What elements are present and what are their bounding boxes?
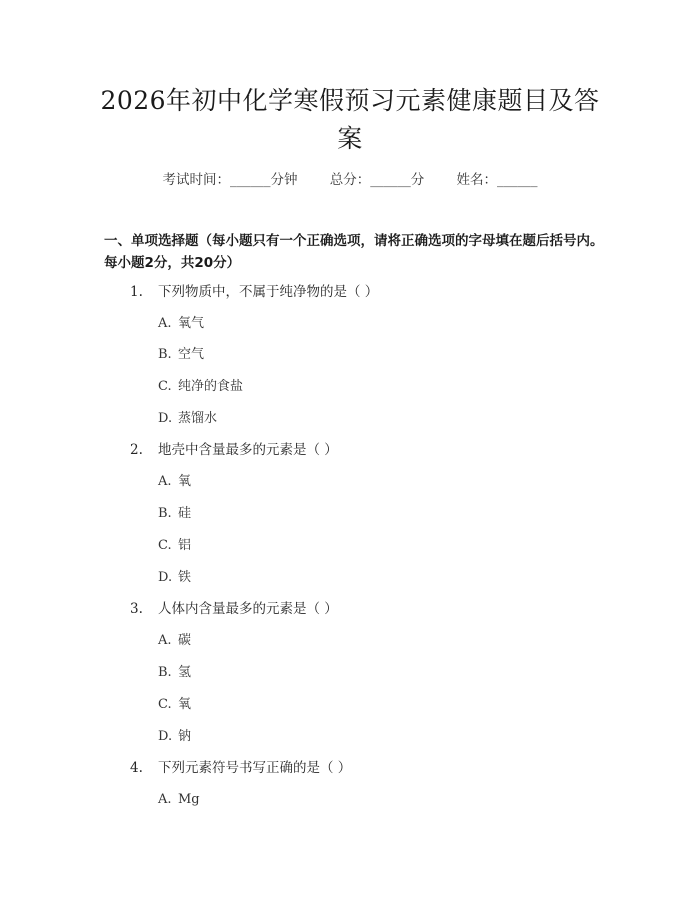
option-letter: D. [158,729,173,744]
question-2-option-c [158,537,191,555]
question-2-option-b [158,505,191,523]
total-score-field: 总分：______分 [329,172,425,188]
option-letter: D. [158,411,173,426]
question-2-option-a [158,473,191,491]
option-letter: C. [158,379,172,394]
question-3-option-c [158,696,191,714]
question-4-option-a [158,791,200,809]
question-4 [130,759,351,777]
option-letter: B. [158,347,172,362]
option-letter: C. [158,538,172,553]
question-text: 下列物质中，不属于纯净物的是（ ） [158,284,379,300]
question-number: 2. [130,442,143,458]
section-title: 一、单项选择题（每小题只有一个正确选项，请将正确选项的字母填在题后括号内。每小题2分，共20分） [104,233,604,271]
option-text: Mg [178,792,200,807]
question-number: 3. [130,601,143,617]
student-name-field: 姓名：______ [456,172,538,188]
document-title: 2026年初中化学寒假预习元素健康题目及答案 [100,86,600,153]
option-letter: C. [158,697,172,712]
option-text: 铁 [178,570,192,585]
question-1-option-d [158,410,217,428]
option-text: 纯净的食盐 [178,379,244,394]
question-1 [130,283,378,301]
question-1-option-c [158,378,243,396]
question-number: 1. [130,284,143,300]
option-letter: D. [158,570,173,585]
option-text: 铝 [178,538,192,553]
option-text: 氢 [178,665,192,680]
option-letter: B. [158,506,172,521]
option-letter: A. [158,792,172,807]
option-text: 蒸馏水 [178,411,218,426]
question-1-option-b [158,346,204,364]
option-text: 氧 [178,697,192,712]
option-text: 硅 [178,506,192,521]
question-3-option-a [158,632,191,650]
question-1-option-a [158,315,204,333]
question-3 [130,600,338,618]
exam-info-line [0,168,700,188]
question-text: 人体内含量最多的元素是（ ） [158,601,338,617]
option-letter: A. [158,316,172,331]
option-text: 钠 [178,729,192,744]
exam-time-field: 考试时间：______分钟 [162,172,298,188]
option-text: 氧 [178,474,192,489]
option-text: 碳 [178,633,192,648]
option-letter: B. [158,665,172,680]
option-letter: A. [158,633,172,648]
option-letter: A. [158,474,172,489]
question-number: 4. [130,760,143,776]
option-text: 氧气 [178,316,205,331]
question-text: 地壳中含量最多的元素是（ ） [158,442,338,458]
option-text: 空气 [178,347,205,362]
question-3-option-b [158,664,191,682]
question-text: 下列元素符号书写正确的是（ ） [158,760,352,776]
question-2 [130,441,338,459]
question-2-option-d [158,569,191,587]
question-3-option-d [158,728,191,746]
